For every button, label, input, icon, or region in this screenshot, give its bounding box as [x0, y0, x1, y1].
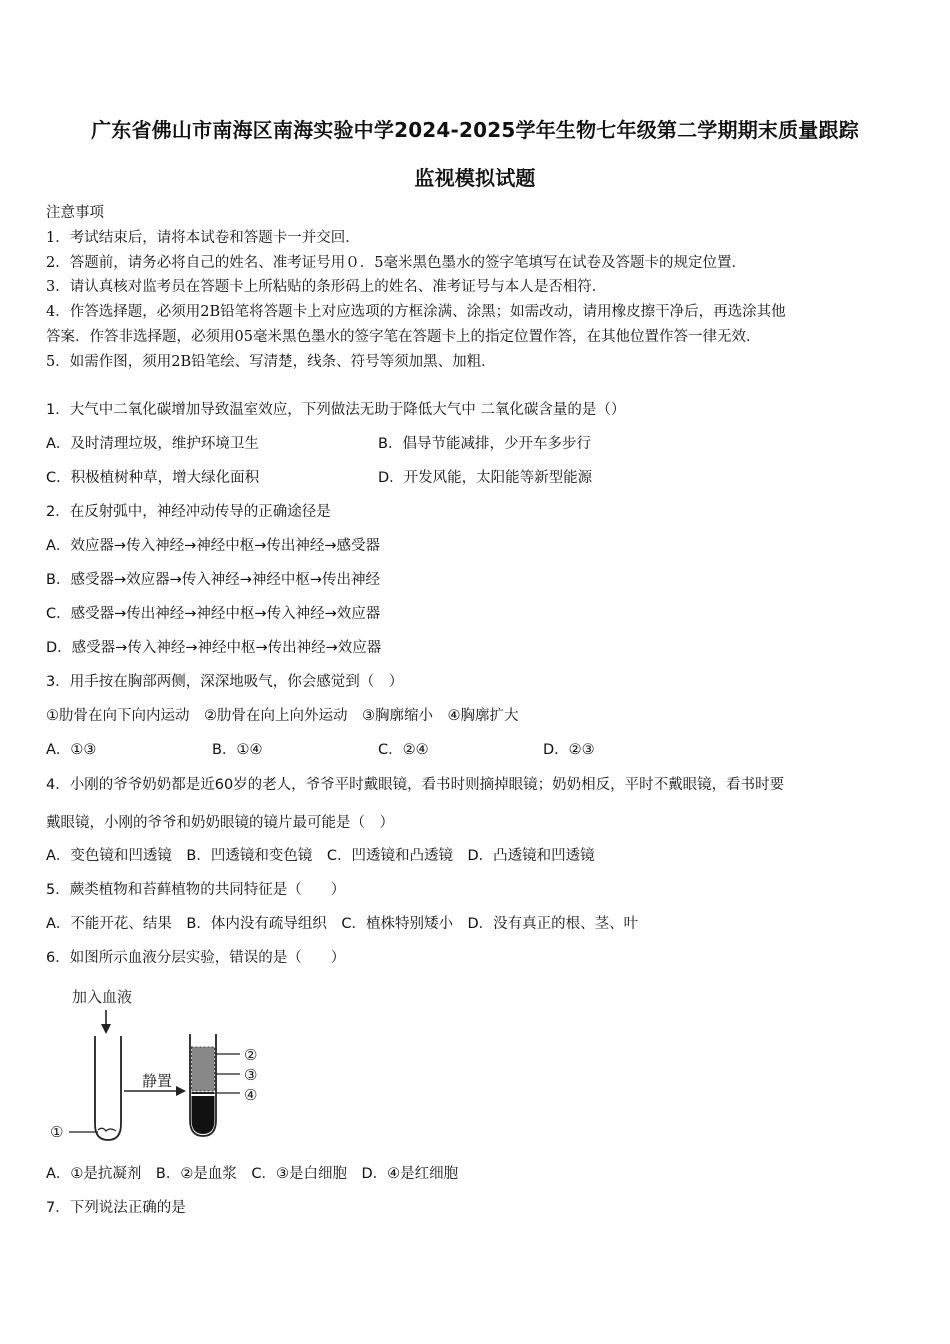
q1-option-d: D．开发风能，太阳能等新型能源	[378, 470, 593, 486]
q6-stem: 6．如图所示血液分层实验，错误的是（ ）	[46, 950, 346, 966]
q2-stem: 2．在反射弧中，神经冲动传导的正确途径是	[46, 504, 331, 520]
notice-item-5: 5．如需作图，须用2B铅笔绘、写清楚，线条、符号等须加黑、加粗．	[46, 354, 496, 370]
q2-option-c: C．感受器→传出神经→神经中枢→传入神经→效应器	[46, 606, 381, 622]
add-blood-arrow-head	[101, 1024, 111, 1034]
q1-stem: 1．大气中二氧化碳增加导致温室效应，下列做法无助于降低大气中 二氧化碳含量的是（）	[46, 402, 626, 418]
q2-option-d: D．感受器→传入神经→神经中枢→传出神经→效应器	[46, 640, 382, 656]
q3-option-c: C．②④	[378, 742, 429, 758]
blood-layering-figure	[46, 980, 286, 1150]
plasma-layer	[192, 1047, 215, 1091]
static-arrow-head	[176, 1086, 186, 1096]
notice-item-3: 3．请认真核对监考员在答题卡上所粘贴的条形码上的姓名、准考证号与本人是否相符．	[46, 279, 607, 295]
q6-options: A．①是抗凝剂 B．②是血浆 C．③是白细胞 D．④是红细胞	[46, 1166, 459, 1182]
q2-option-a: A．效应器→传入神经→神经中枢→传出神经→感受器	[46, 538, 381, 554]
q4-stem-2: 戴眼镜，小刚的爷爷和奶奶眼镜的镜片最可能是（ ）	[46, 815, 394, 831]
figure-label-2: ②	[244, 1046, 258, 1064]
q3-option-d: D．②③	[543, 742, 595, 758]
notice-item-4-cont: 答案．作答非选择题，必须用05毫米黑色墨水的签字笔在答题卡上的指定位置作答，在其他位置作答一律无效．	[46, 329, 761, 345]
anticoagulant-in-tube	[98, 1128, 116, 1131]
figure-add-blood-label: 加入血液	[72, 988, 133, 1006]
figure-label-3: ③	[244, 1066, 258, 1084]
q4-stem-1: 4．小刚的爷爷奶奶都是近60岁的老人，爷爷平时戴眼镜，看书时则摘掉眼镜；奶奶相反，平时不戴眼镜，看书时要	[46, 777, 785, 793]
q3-option-a: A．①③	[46, 742, 97, 758]
notice-item-1: 1．考试结束后，请将本试卷和答题卡一并交回．	[46, 230, 360, 246]
q5-options: A．不能开花、结果 B．体内没有疏导组织 C．植株特别矮小 D．没有真正的根、茎、叶	[46, 916, 639, 932]
q1-option-c: C．积极植树种草，增大绿化面积	[46, 470, 260, 486]
title-line-1: 广东省佛山市南海区南海实验中学2024-2025学年生物七年级第二学期期末质量跟踪	[91, 118, 859, 142]
q3-option-b: B．①④	[212, 742, 263, 758]
q4-options: A．变色镜和凹透镜 B．凹透镜和变色镜 C．凹透镜和凸透镜 D．凸透镜和凹透镜	[46, 848, 595, 864]
q5-stem: 5．蕨类植物和苔藓植物的共同特征是（ ）	[46, 882, 346, 898]
notice-item-4: 4．作答选择题，必须用2B铅笔将答题卡上对应选项的方框涂满、涂黑；如需改动，请用橡皮擦干净后，再选涂其他	[46, 304, 786, 320]
test-tube-1	[95, 1036, 121, 1140]
figure-label-1: ①	[50, 1123, 64, 1141]
notice-item-2: 2．答题前，请务必将自己的姓名、准考证号用０．5毫米黑色墨水的签字笔填写在试卷及答题卡的规定位置．	[46, 255, 746, 271]
figure-static-label: 静置	[142, 1072, 173, 1090]
q1-option-b: B．倡导节能减排，少开车多步行	[378, 436, 591, 452]
q3-items: ①肋骨在向下向内运动 ②肋骨在向上向外运动 ③胸廓缩小 ④胸廓扩大	[46, 708, 519, 724]
q3-stem: 3．用手按在胸部两侧，深深地吸气，你会感觉到（ ）	[46, 674, 404, 690]
q1-option-a: A．及时清理垃圾，维护环境卫生	[46, 436, 259, 452]
red-cell-layer	[192, 1096, 215, 1134]
q2-option-b: B．感受器→效应器→传入神经→神经中枢→传出神经	[46, 572, 381, 588]
figure-label-4: ④	[244, 1086, 258, 1104]
q7-stem: 7．下列说法正确的是	[46, 1200, 186, 1216]
notice-heading: 注意事项	[46, 205, 104, 221]
title-line-2: 监视模拟试题	[414, 166, 536, 190]
